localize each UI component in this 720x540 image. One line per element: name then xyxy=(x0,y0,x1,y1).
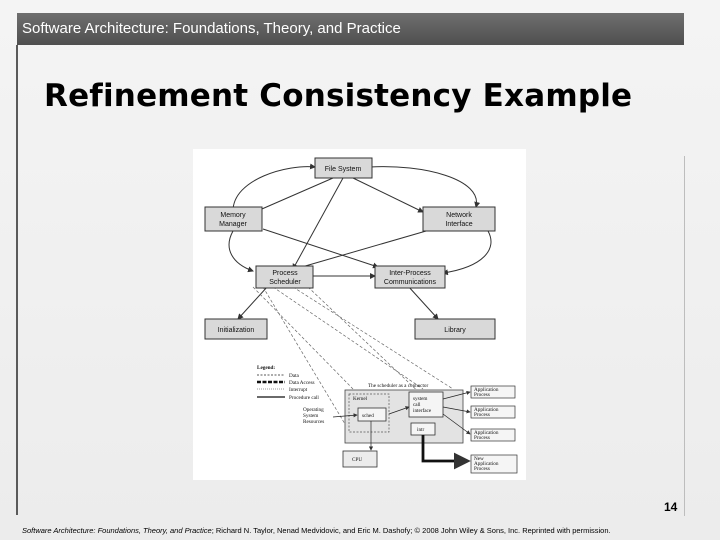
app-process-3-line2: Process xyxy=(474,435,490,441)
app-process-1-line1: Application xyxy=(474,387,499,393)
system-call-label-line2: call xyxy=(413,402,421,408)
footer-citation xyxy=(22,526,611,535)
process-scheduler-label-line1: Process xyxy=(272,270,298,277)
new-app-process-box xyxy=(471,455,517,473)
footer-book-title: Software Architecture: Foundations, Theory, and Practice xyxy=(22,526,212,535)
flow-arrow xyxy=(353,178,423,212)
network-interface-label-line1: Network xyxy=(446,212,472,219)
library-label: Library xyxy=(444,327,466,334)
sched-label: sched xyxy=(362,413,374,419)
app-process-2-line1: Application xyxy=(474,407,499,413)
os-resources-label-line2: System xyxy=(303,413,319,419)
page-number: 14 xyxy=(664,500,678,514)
app-process-1-line2: Process xyxy=(474,392,490,398)
legend xyxy=(257,365,319,401)
course-title: Software Architecture: Foundations, Theory, and Practice xyxy=(22,20,401,37)
flow-arrow xyxy=(370,167,477,207)
legend-item-data: Data xyxy=(289,373,299,379)
flow-arrow xyxy=(229,231,253,271)
kernel-label: Kernel xyxy=(353,396,368,402)
app-process-3-line1: Application xyxy=(474,430,499,436)
right-border xyxy=(684,156,685,516)
flow-arrow xyxy=(408,286,438,319)
ipc-label-line1: Inter-Process xyxy=(389,270,431,277)
intr-label: intr xyxy=(417,427,425,433)
legend-title: Legend: xyxy=(257,365,276,371)
library-box xyxy=(415,319,495,339)
system-call-label-line3: interface xyxy=(413,408,432,414)
app-process-box-2 xyxy=(471,406,515,418)
initialization-box xyxy=(205,319,267,339)
legend-item-procedure-call: Procedure call xyxy=(289,395,319,401)
cpu-label: CPU xyxy=(352,457,363,463)
flow-arrow xyxy=(288,229,433,271)
process-scheduler-label-line2: Scheduler xyxy=(269,279,301,286)
flow-arrow xyxy=(443,231,491,273)
new-app-process-line1: New xyxy=(474,456,484,462)
ipc-box xyxy=(375,266,445,288)
network-interface-label-line2: Interface xyxy=(445,221,473,228)
new-app-process-line3: Process xyxy=(474,466,490,472)
left-border xyxy=(16,45,18,515)
memory-manager-label-line2: Manager xyxy=(219,221,247,228)
ipc-label-line2: Communications xyxy=(383,279,437,286)
app-process-2-line2: Process xyxy=(474,412,490,418)
architecture-diagram xyxy=(193,149,526,480)
flow-arrow xyxy=(233,167,315,211)
initialization-label: Initialization xyxy=(217,327,255,334)
new-app-process-line2: Application xyxy=(474,461,499,467)
flow-arrow xyxy=(238,286,268,319)
memory-manager-box xyxy=(205,207,262,231)
cpu-box xyxy=(343,451,377,467)
legend-item-data-access: Data Access xyxy=(289,380,315,386)
process-scheduler-box xyxy=(256,266,313,288)
memory-manager-label-line1: Memory xyxy=(220,212,246,219)
app-process-box-3 xyxy=(471,429,515,441)
os-resources-label-line3: Resources xyxy=(303,419,325,425)
os-resources-label-line1: Operating xyxy=(303,407,324,413)
architecture-figure xyxy=(193,149,526,480)
app-process-box-1 xyxy=(471,386,515,398)
connector-caption: The scheduler as a connector xyxy=(368,383,429,389)
file-system-box xyxy=(315,158,372,178)
footer-credit: ; Richard N. Taylor, Nenad Medvidovic, and Eric M. Dashofy; © 2008 John Wiley & Sons, Inc. Reprinted with permission. xyxy=(211,526,611,535)
legend-item-interrupt: Interrupt xyxy=(289,387,308,393)
flow-arrow xyxy=(255,178,333,212)
system-call-label-line1: system xyxy=(413,396,428,402)
file-system-label: File System xyxy=(324,166,362,173)
slide-title: Refinement Consistency Example xyxy=(44,78,633,114)
network-interface-box xyxy=(423,207,495,231)
